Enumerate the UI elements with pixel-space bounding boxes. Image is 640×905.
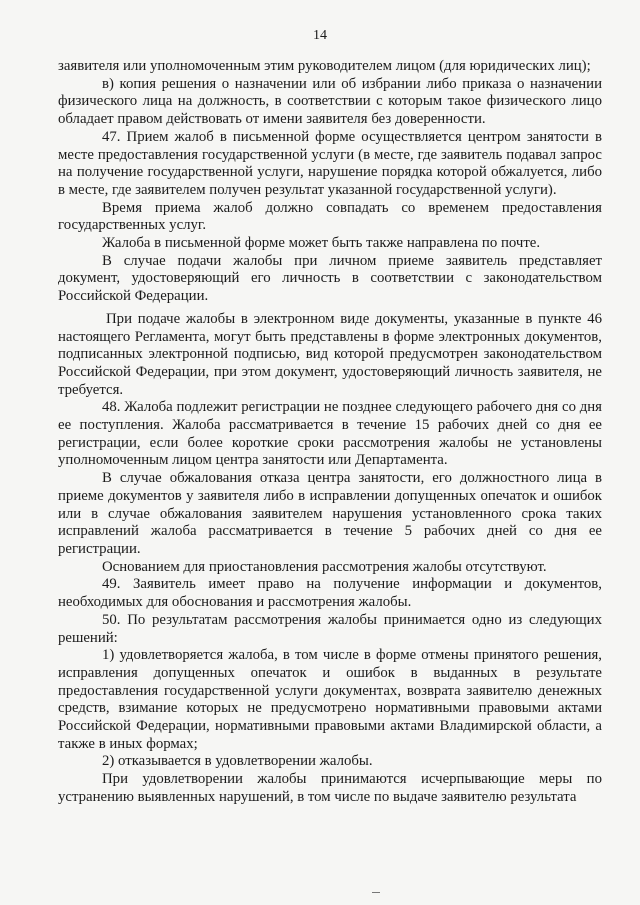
- paragraph-decision-2: 2) отказывается в удовлетворении жалобы.: [102, 753, 373, 770]
- paragraph-personal-reception: В случае подачи жалобы при личном приеме заявитель представляет документ, удостоверяющий его личность в соответствии с законодательством Российской Федерации.: [58, 252, 602, 305]
- paragraph-by-mail: Жалоба в письменной форме может быть также направлена по почте.: [102, 235, 541, 252]
- paragraph-47: 47. Прием жалоб в письменной форме осуществляется центром занятости в месте предоставления государственной услуги (в месте, где заявитель подавал запрос на получение государственной услуги, нарушение порядка которой обжалуется, либо в месте, где заявителем получен результат указанной государственной услуги).: [58, 128, 602, 198]
- paragraph-satisfaction-measures: При удовлетворении жалобы принимаются исчерпывающие меры по устранению выявленных нарушений, в том числе по выдаче заявителю результата: [58, 771, 602, 805]
- scan-mark: [372, 892, 380, 893]
- paragraph-continuation: заявителя или уполномоченным этим руководителем лицом (для юридических лиц);: [58, 58, 591, 74]
- paragraph-decision-1: 1) удовлетворяется жалоба, в том числе в форме отмены принятого решения, исправления допущенных опечаток и ошибок в выданных в результате предоставления государственной услуги документах, возврата заявителю денежных средств, взимание которых не предусмотрено нормативными правовыми актами Российской Федерации, нормативными правовыми актами Владимирской области, а также в иных формах;: [58, 647, 602, 752]
- paragraph-electronic-submission: При подаче жалобы в электронном виде документы, указанные в пункте 46 настоящего Регламента, могут быть представлены в форме электронных документов, подписанных электронной подписью, вид которой предусмотрен законодательством Российской Федерации, при этом документ, удостоверяющий личность заявителя, не требуется.: [58, 310, 602, 398]
- paragraph-item-v: в) копия решения о назначении или об избрании либо приказа о назначении физического лица на должность, в соответствии с которым такое физического лицо обладает правом действовать от имени заявителя без доверенности.: [58, 75, 602, 128]
- paragraph-appeal-refusal: В случае обжалования отказа центра занятости, его должностного лица в приеме документов у заявителя либо в исправлении допущенных опечаток и ошибок или в случае обжалования заявителем нарушения установленного срока таких исправлений жалоба рассматривается в течение 5 рабочих дней со дня ее регистрации.: [58, 470, 602, 557]
- paragraph-49: 49. Заявитель имеет право на получение информации и документов, необходимых для обоснования и рассмотрения жалобы.: [58, 576, 602, 611]
- page-number: 14: [313, 28, 327, 43]
- paragraph-reception-time: Время приема жалоб должно совпадать со временем предоставления государственных услуг.: [58, 199, 602, 234]
- paragraph-suspension: Основанием для приостановления рассмотрения жалобы отсутствуют.: [102, 558, 547, 575]
- document-body: [58, 58, 602, 807]
- paragraph-50: 50. По результатам рассмотрения жалобы принимается одно из следующих решений:: [58, 611, 602, 646]
- paragraph-48: 48. Жалоба подлежит регистрации не позднее следующего рабочего дня со дня ее поступления. Жалоба рассматривается в течение 15 рабочих дней со дня ее регистрации, если более короткие сроки рассмотрения жалобы не установлены уполномоченным лицом центра занятости или Департамента.: [58, 399, 602, 469]
